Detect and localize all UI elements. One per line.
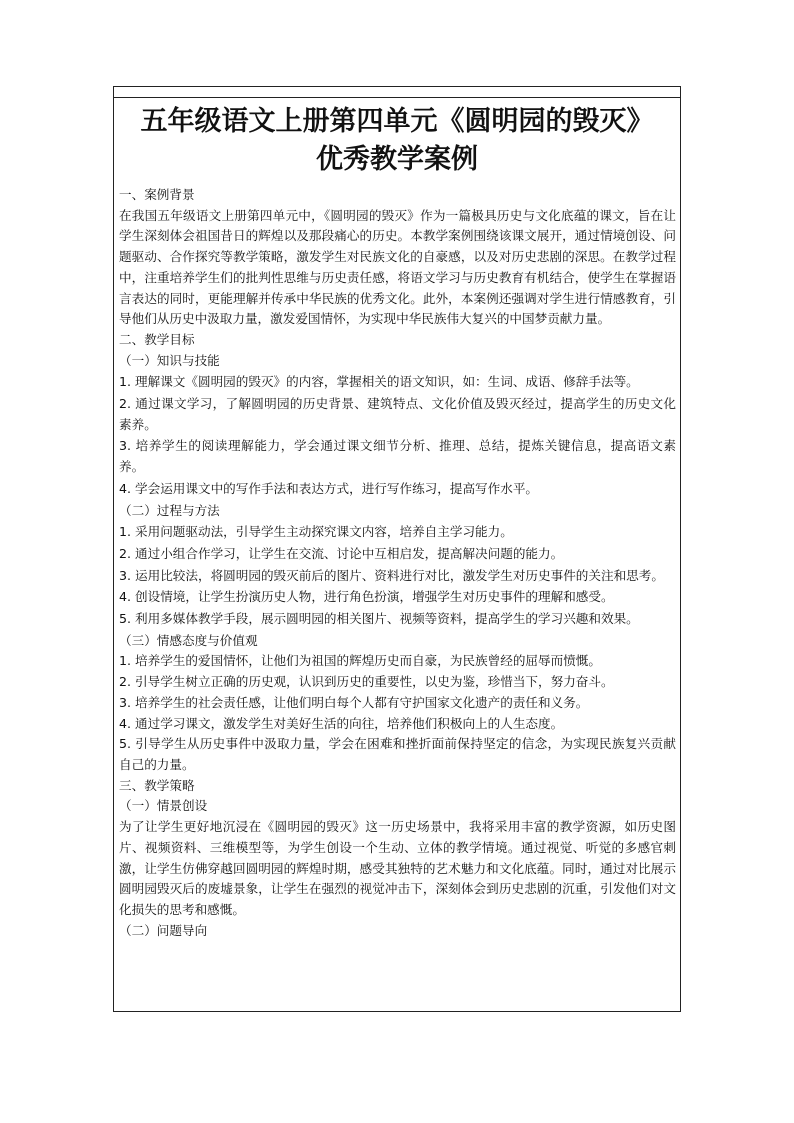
values-item: 2. 引导学生树立正确的历史观，认识到历史的重要性，以史为鉴，珍惜当下，努力奋斗。 [119, 674, 614, 690]
subheading-attitudes-values: （三）情感态度与价值观 [119, 632, 258, 648]
values-item: 3. 培养学生的社会责任感，让他们明白每个人都有守护国家文化遗产的责任和义务。 [119, 694, 589, 710]
process-item: 4. 创设情境，让学生扮演历史人物，进行角色扮演，增强学生对历史事件的理解和感受。 [119, 589, 614, 605]
process-item: 5. 利用多媒体教学手段，展示圆明园的相关图片、视频等资料，提高学生的学习兴趣和效果。 [119, 611, 639, 627]
process-item: 3. 运用比较法，将圆明园的毁灭前后的图片、资料进行对比，激发学生对历史事件的关注和思考。 [119, 567, 664, 583]
section-heading-objectives: 二、教学目标 [119, 331, 195, 347]
subheading-scenario-creation: （一）情景创设 [119, 798, 208, 814]
document-body [119, 185, 676, 941]
objective-item: 2. 通过课文学习，了解圆明园的历史背景、建筑特点、文化价值及毁灭经过，提高学生的历史文化素养。 [119, 396, 676, 432]
subheading-problem-oriented: （二）问题导向 [119, 922, 208, 938]
document-title-line1: 五年级语文上册第四单元《圆明园的毁灭》 [140, 106, 654, 137]
section-heading-background: 一、案例背景 [119, 187, 195, 202]
objective-item: 3. 培养学生的阅读理解能力，学会通过课文细节分析、推理、总结，提炼关键信息，提高语文素养。 [119, 438, 676, 475]
document-frame [113, 86, 681, 1012]
values-item: 5. 引导学生从历史事件中汲取力量，学会在困难和挫折面前保持坚定的信念，为实现民族复兴贡献自己的力量。 [119, 736, 676, 772]
values-item: 1. 培养学生的爱国情怀，让他们为祖国的辉煌历史而自豪，为民族曾经的屈辱而愤慨。 [119, 653, 601, 669]
process-item: 1. 采用问题驱动法，引导学生主动探究课文内容，培养自主学习能力。 [119, 524, 513, 540]
subheading-process-methods: （二）过程与方法 [119, 502, 220, 518]
table-top-rule [114, 97, 680, 98]
objective-item: 4. 学会运用课文中的写作手法和表达方式，进行写作练习，提高写作水平。 [119, 480, 539, 496]
values-item: 4. 通过学习课文，激发学生对美好生活的向往，培养他们积极向上的人生态度。 [119, 715, 564, 731]
subheading-knowledge-skills: （一）知识与技能 [119, 352, 220, 368]
document-title-line2: 优秀教学案例 [316, 144, 478, 175]
background-paragraph: 在我国五年级语文上册第四单元中，《圆明园的毁灭》作为一篇极具历史与文化底蕴的课文，旨在让学生深刻体会祖国昔日的辉煌以及那段痛心的历史。本教学案例围绕该课文展开，通过情境创设、问题驱动、合作探究等教学策略，激发学生对民族文化的自豪感，以及对历史悲剧的深思。在教学过程中，注重培养学生们的批判性思维与历史责任感，将语文学习与历史教育有机结合，使学生在掌握语言表达的同时，更能理解并传承中华民族的优秀文化。此外，本案例还强调对学生进行情感教育，引导他们从历史中汲取力量，激发爱国情怀，为实现中华民族伟大复兴的中国梦贡献力量。 [119, 207, 676, 327]
scenario-paragraph: 为了让学生更好地沉浸在《圆明园的毁灭》这一历史场景中，我将采用丰富的教学资源，如历史图片、视频资料、三维模型等，为学生创设一个生动、立体的教学情境。通过视觉、听觉的多感官刺激，让学生仿佛穿越回圆明园的辉煌时期，感受其独特的艺术魅力和文化底蕴。同时，通过对比展示圆明园毁灭后的废墟景象，让学生在强烈的视觉冲击下，深刻体会到历史悲剧的沉重，引发他们对文化损失的思考和感慨。 [119, 819, 676, 917]
section-heading-strategies: 三、教学策略 [119, 777, 195, 793]
process-item: 2. 通过小组合作学习，让学生在交流、讨论中互相启发，提高解决问题的能力。 [119, 545, 564, 561]
objective-item: 1. 理解课文《圆明园的毁灭》的内容，掌握相关的语文知识，如：生词、成语、修辞手法等。 [119, 374, 639, 390]
